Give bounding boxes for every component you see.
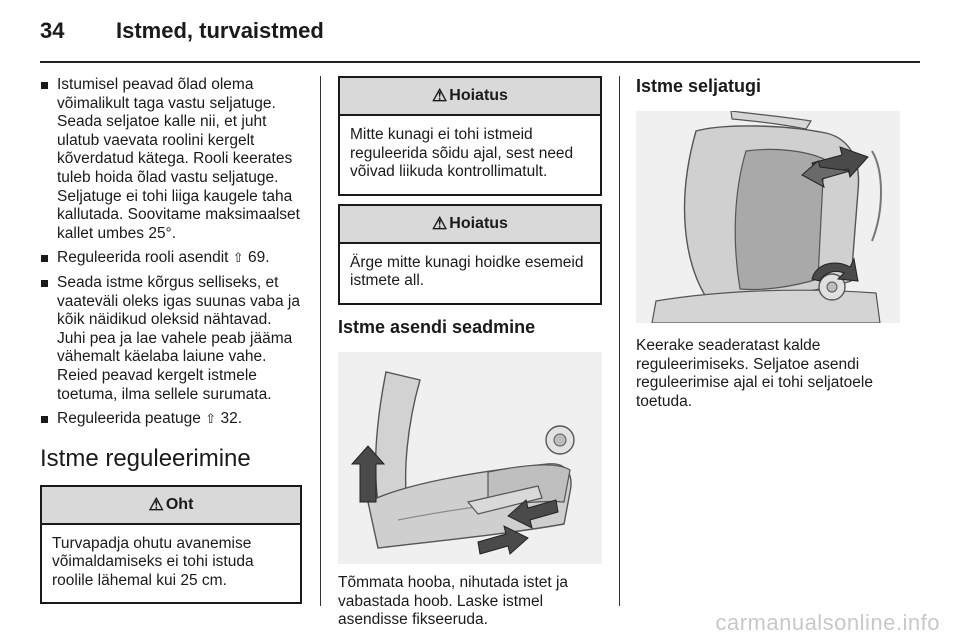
notice-title: Oht (165, 495, 194, 513)
seat-position-illustration (338, 352, 602, 564)
column-divider (320, 76, 321, 606)
figure-caption: Tõmmata hooba, nihutada istet ja vabastada hoob. Laske istmel asendisse fikseeruda. (338, 573, 569, 629)
list-item: Seada istme kõrgus selliseks, et vaateväli oleks igas suunas vaba ja kõik näidikud oleksid nähtavad. Juhi pea ja lae vahele peab jääma vähemalt käelaba laiune vahe. Reied peavad kergelt istmele toetuma, ilma sellele surumata. (40, 274, 302, 404)
page-reference-link[interactable]: 32. (220, 410, 243, 428)
notice-body: Ärge mitte kunagi hoidke esemeid istmete all. (350, 253, 584, 290)
chapter-title: Istmed, turvaistmed (116, 18, 324, 43)
notice-body: Turvapadja ohutu avanemise võimaldamiseks ei tohi istuda roolile lähemal kui 25 cm. (52, 534, 254, 589)
warning-triangle-icon: ⚠ (432, 213, 448, 233)
warning-notice (338, 76, 602, 196)
notice-header (340, 78, 600, 116)
notice-header (42, 487, 300, 525)
figure-caption: Keerake seaderatast kalde reguleerimiseks. Seljatoe asendi reguleerimise ajal ei tohi seljatoele toetuda. (636, 337, 873, 410)
backrest-illustration (636, 111, 900, 323)
notice-title: Hoiatus (449, 87, 508, 104)
column-divider (619, 76, 620, 606)
warning-triangle-icon: ⚠ (432, 86, 448, 105)
section-title: Istme seljatugi (636, 76, 762, 96)
page-reference-link[interactable]: 69. (248, 249, 270, 267)
instruction-list (40, 76, 302, 429)
list-item: Reguleerida peatuge ⇧ 32. (40, 410, 302, 429)
warning-notice (338, 204, 602, 305)
column-right (636, 76, 900, 411)
page-number: 34 (40, 18, 65, 43)
notice-header (340, 206, 600, 244)
section-title: Istme asendi seadmine (338, 316, 536, 337)
page-header (40, 18, 920, 58)
list-item: Istumisel peavad õlad olema võimalikult taga vastu seljatuge. Seada seljatoe kalle nii, et juht ulatub vaevata roolini kergelt kõverdatud kätega. Rooli keerates tuleb hoida õlad vastu seljatuge. Seljatuge ei tohi liiga kaugele taha kallutada. Soovitame maksimaalset kallet umbes 25°. (40, 76, 302, 243)
notice-body: Mitte kunagi ei tohi istmeid reguleerida sõidu ajal, sest need võivad liikuda kontrollimatult. (350, 126, 574, 181)
section-title: Istme reguleerimine (40, 444, 251, 472)
danger-notice (40, 485, 302, 605)
notice-title: Hoiatus (449, 214, 508, 232)
reference-arrow-icon: ⇧ (232, 250, 244, 266)
list-item: Reguleerida rooli asendit ⇧ 69. (40, 249, 302, 268)
column-left (40, 76, 302, 604)
header-divider (40, 61, 920, 63)
watermark: carmanualsonline.info (715, 610, 940, 635)
column-middle (338, 76, 602, 630)
warning-triangle-icon: ⚠ (148, 494, 164, 514)
reference-arrow-icon: ⇧ (205, 411, 217, 427)
